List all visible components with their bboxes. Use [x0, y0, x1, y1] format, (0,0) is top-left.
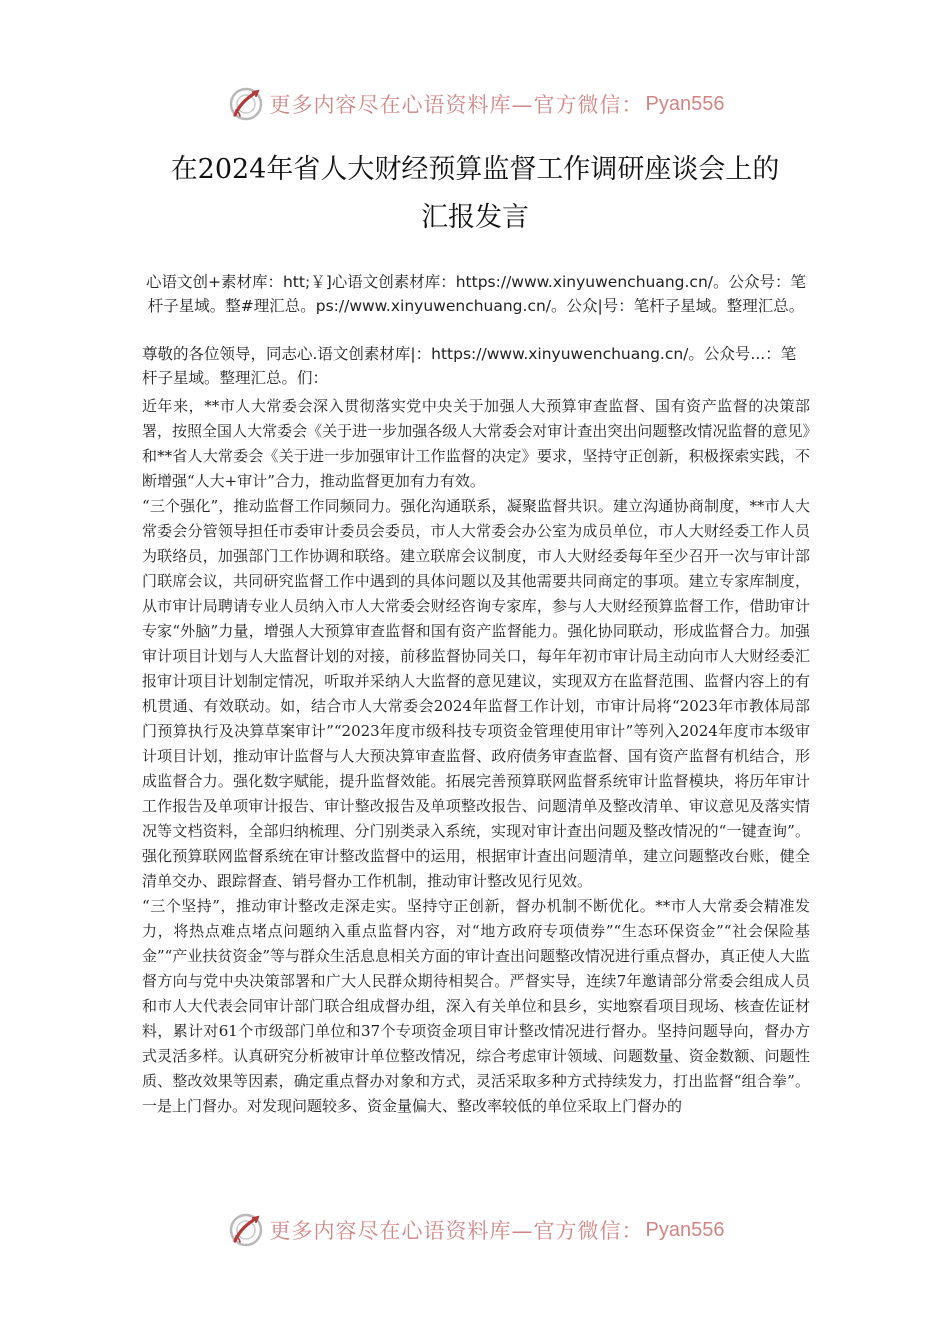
- title-line-2: 汇报发言: [421, 202, 529, 233]
- banner-text: 更多内容尽在心语资料库—官方微信：: [269, 93, 644, 117]
- greeting: 尊敬的各位领导，同志心.语文创素材库|：https://www.xinyuwenchuang.cn/。公众号...：笔杆子星域。整理汇总。们：: [142, 345, 797, 387]
- intro-note: 心语文创+素材库：htt;￥]心语文创素材库：https://www.xinyuwenchuang.cn/。公众号：笔杆子星域。整#理汇总。ps://www.xinyuwenchuang.cn/。公众|号：笔杆子星域。整理汇总。: [146, 273, 806, 315]
- logo-icon: [226, 84, 266, 124]
- paragraph: 近年来，**市人大常委会深入贯彻落实党中央关于加强人大预算审查监督、国有资产监督的决策部署，按照全国人大常委会《关于进一步加强各级人大常委会对审计查出突出问题整改情况监督的意见》和**省人大常委会《关于进一步加强审计工作监督的决定》要求，坚持守正创新，积极探索实践，不断增强“人大+审计”合力，推动监督更加有力有效。: [142, 397, 810, 490]
- paragraph: “三个坚持”，推动审计整改走深走实。坚持守正创新，督办机制不断优化。**市人大常委会精准发力，将热点难点堵点问题纳入重点监督内容，对“地方政府专项债券”“生态环保资金”“社会保险基金”“产业扶贫资金”等与群众生活息息相关方面的审计查出问题整改情况进行重点督办，真正使人大监督方向与党中央决策部署和广大人民群众期待相契合。严督实导，连续7年邀请部分常委会组成人员和市人大代表会同审计部门联合组成督办组，深入有关单位和县乡，实地察看项目现场、核查佐证材料，累计对61个市级部门单位和37个专项资金项目审计整改情况进行督办。坚持问题导向，督办方式灵活多样。认真研究分析被审计单位整改情况，综合考虑审计领域、问题数量、资金数额、问题性质、整改效果等因素，确定重点督办对象和方式，灵活采取多种方式持续发力，打出监督“组合拳”。一是上门督办。对发现问题较多、资金量偏大、整改率较低的单位采取上门督办的: [142, 897, 811, 1115]
- logo-icon: [226, 1210, 266, 1250]
- page-title: [120, 146, 830, 242]
- title-line-1: 在2024年省人大财经预算监督工作调研座谈会上的: [170, 154, 780, 185]
- banner-wechat-id: Pyan556: [645, 1218, 725, 1241]
- body-text: [142, 394, 810, 1119]
- footer-banner: [0, 1208, 950, 1252]
- banner-wechat-id: Pyan556: [645, 92, 725, 115]
- header-banner: [0, 82, 950, 126]
- paragraph: “三个强化”，推动监督工作同频同力。强化沟通联系，凝聚监督共识。建立沟通协商制度，**市人大常委会分管领导担任市委审计委员会委员，市人大常委会办公室为成员单位，市人大财经委工作人员为联络员，加强部门工作协调和联络。建立联席会议制度，市人大财经委每年至少召开一次与审计部门联席会议，共同研究监督工作中遇到的具体问题以及其他需要共同商定的事项。建立专家库制度，从市审计局聘请专业人员纳入市人大常委会财经咨询专家库，参与人大财经预算监督工作，借助审计专家“外脑”力量，增强人大预算审查监督和国有资产监督能力。强化协同联动，形成监督合力。加强审计项目计划与人大监督计划的对接，前移监督协同关口，每年年初市审计局主动向市人大财经委汇报审计项目计划制定情况，听取并采纳人大监督的意见建议，实现双方在监督范围、监督内容上的有机贯通、有效联动。如，结合市人大常委会2024年监督工作计划，市审计局将“2023年市教体局部门预算执行及决算草案审计”“2023年度市级科技专项资金管理使用审计”等列入2024年度市本级审计项目计划，推动审计监督与人大预决算审查监督、政府债务审查监督、国有资产监督有机结合，形成监督合力。强化数字赋能，提升监督效能。拓展完善预算联网监督系统审计监督模块，将历年审计工作报告及单项审计报告、审计整改报告及单项整改报告、问题清单及整改清单、审议意见及落实情况等文档资料，全部归纳梳理、分门别类录入系统，实现对审计查出问题及整改情况的“一键查询”。强化预算联网监督系统在审计整改监督中的运用，根据审计查出问题清单，建立问题整改台账，健全清单交办、跟踪督查、销号督办工作机制，推动审计整改见行见效。: [142, 497, 810, 890]
- banner-text: 更多内容尽在心语资料库—官方微信：: [269, 1219, 644, 1243]
